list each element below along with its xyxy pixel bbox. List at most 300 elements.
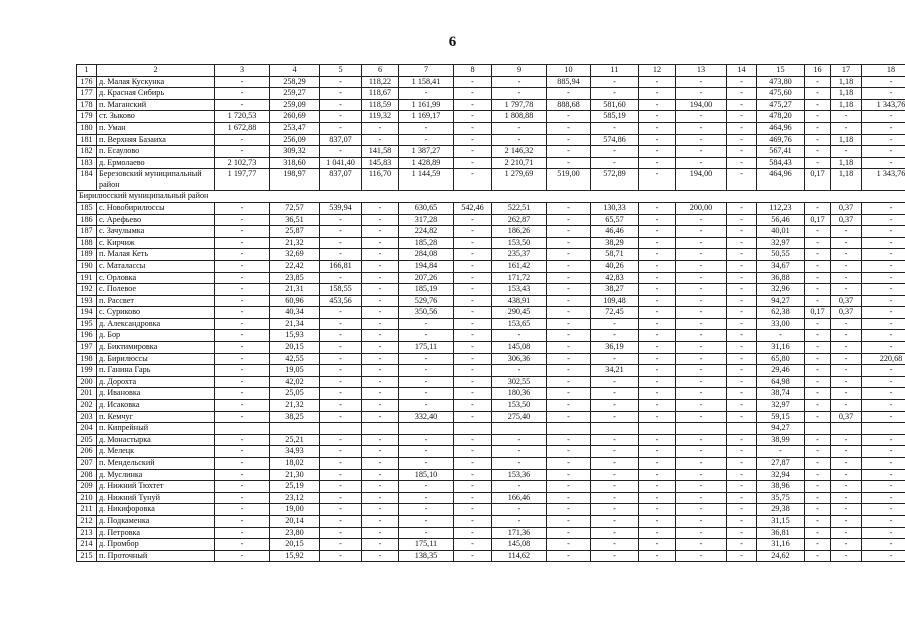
value-cell: - bbox=[639, 249, 676, 261]
value-cell: - bbox=[639, 214, 676, 226]
value-cell: - bbox=[362, 515, 399, 527]
table-row bbox=[77, 527, 905, 539]
value-cell: - bbox=[320, 318, 362, 330]
value-cell: - bbox=[831, 237, 862, 249]
value-cell: - bbox=[320, 76, 362, 88]
value-cell: - bbox=[862, 388, 905, 400]
value-cell: - bbox=[399, 481, 454, 493]
value-cell: 153,65 bbox=[492, 318, 547, 330]
value-cell: 317,28 bbox=[399, 214, 454, 226]
value-cell bbox=[215, 423, 270, 435]
value-cell: - bbox=[492, 515, 547, 527]
value-cell: - bbox=[547, 504, 591, 516]
value-cell: 46,46 bbox=[591, 226, 639, 238]
value-cell: 473,80 bbox=[757, 76, 805, 88]
value-cell: - bbox=[399, 434, 454, 446]
row-number: 189 bbox=[77, 249, 97, 261]
value-cell: - bbox=[547, 376, 591, 388]
value-cell: 185,19 bbox=[399, 284, 454, 296]
value-cell: - bbox=[591, 353, 639, 365]
value-cell: - bbox=[862, 237, 905, 249]
value-cell: 72,57 bbox=[270, 202, 320, 214]
value-cell: 20,14 bbox=[270, 515, 320, 527]
value-cell: - bbox=[727, 307, 757, 319]
row-number: 192 bbox=[77, 284, 97, 296]
value-cell: 2 146,32 bbox=[492, 146, 547, 158]
value-cell: 180,36 bbox=[492, 388, 547, 400]
value-cell: - bbox=[591, 88, 639, 100]
value-cell: 438,91 bbox=[492, 295, 547, 307]
value-cell: - bbox=[727, 550, 757, 562]
value-cell: - bbox=[362, 481, 399, 493]
value-cell: 40,26 bbox=[591, 260, 639, 272]
value-cell: 27,87 bbox=[757, 458, 805, 470]
value-cell: - bbox=[639, 318, 676, 330]
table-row bbox=[77, 249, 905, 261]
value-cell: - bbox=[831, 469, 862, 481]
row-number: 199 bbox=[77, 365, 97, 377]
value-cell: - bbox=[727, 400, 757, 412]
value-cell: - bbox=[320, 226, 362, 238]
table-row bbox=[77, 307, 905, 319]
settlement-name: п. Кипрейный bbox=[97, 423, 215, 435]
table-row bbox=[77, 88, 905, 100]
value-cell: - bbox=[727, 111, 757, 123]
value-cell: - bbox=[831, 539, 862, 551]
value-cell: - bbox=[862, 76, 905, 88]
value-cell: - bbox=[676, 458, 727, 470]
value-cell bbox=[399, 423, 454, 435]
value-cell: - bbox=[454, 527, 492, 539]
value-cell: 207,26 bbox=[399, 272, 454, 284]
value-cell: - bbox=[591, 388, 639, 400]
value-cell: - bbox=[362, 411, 399, 423]
value-cell: - bbox=[805, 353, 831, 365]
row-number: 185 bbox=[77, 202, 97, 214]
column-header: 16 bbox=[805, 65, 831, 77]
value-cell: - bbox=[727, 434, 757, 446]
settlement-name: п. Проточный bbox=[97, 550, 215, 562]
row-number: 177 bbox=[77, 88, 97, 100]
value-cell: - bbox=[862, 272, 905, 284]
value-cell: - bbox=[639, 515, 676, 527]
value-cell: - bbox=[831, 434, 862, 446]
value-cell: - bbox=[676, 481, 727, 493]
value-cell: - bbox=[547, 446, 591, 458]
value-cell: - bbox=[492, 122, 547, 134]
value-cell: - bbox=[362, 458, 399, 470]
value-cell: - bbox=[862, 515, 905, 527]
value-cell: - bbox=[591, 146, 639, 158]
value-cell: 29,46 bbox=[757, 365, 805, 377]
value-cell: - bbox=[454, 272, 492, 284]
value-cell: 0,17 bbox=[805, 214, 831, 226]
value-cell: - bbox=[454, 342, 492, 354]
value-cell: - bbox=[399, 400, 454, 412]
value-cell: - bbox=[547, 226, 591, 238]
value-cell: - bbox=[362, 376, 399, 388]
value-cell: - bbox=[862, 202, 905, 214]
value-cell: - bbox=[805, 400, 831, 412]
page-number: 6 bbox=[448, 34, 457, 50]
value-cell: - bbox=[639, 111, 676, 123]
value-cell: 464,96 bbox=[757, 169, 805, 191]
value-cell: - bbox=[492, 458, 547, 470]
value-cell: - bbox=[727, 295, 757, 307]
value-cell: - bbox=[727, 76, 757, 88]
settlement-name: д. Промбор bbox=[97, 539, 215, 551]
settlement-name: д. Подкаменка bbox=[97, 515, 215, 527]
value-cell: - bbox=[862, 157, 905, 169]
value-cell: - bbox=[639, 353, 676, 365]
row-number: 207 bbox=[77, 458, 97, 470]
value-cell: 33,00 bbox=[757, 318, 805, 330]
value-cell: - bbox=[454, 458, 492, 470]
value-cell bbox=[547, 423, 591, 435]
value-cell: - bbox=[676, 318, 727, 330]
value-cell: 1 808,88 bbox=[492, 111, 547, 123]
value-cell: - bbox=[676, 515, 727, 527]
value-cell: - bbox=[727, 237, 757, 249]
value-cell: 332,40 bbox=[399, 411, 454, 423]
value-cell: - bbox=[492, 365, 547, 377]
value-cell: - bbox=[727, 504, 757, 516]
column-header: 17 bbox=[831, 65, 862, 77]
value-cell: - bbox=[805, 411, 831, 423]
value-cell: - bbox=[454, 504, 492, 516]
table-row bbox=[77, 146, 905, 158]
value-cell: - bbox=[215, 272, 270, 284]
value-cell: - bbox=[805, 122, 831, 134]
value-cell: 253,47 bbox=[270, 122, 320, 134]
value-cell: - bbox=[639, 146, 676, 158]
value-cell bbox=[805, 423, 831, 435]
value-cell: 581,60 bbox=[591, 99, 639, 111]
value-cell: - bbox=[320, 458, 362, 470]
value-cell: - bbox=[320, 539, 362, 551]
value-cell: 175,11 bbox=[399, 342, 454, 354]
value-cell: - bbox=[454, 353, 492, 365]
column-header: 3 bbox=[215, 65, 270, 77]
value-cell: 40,01 bbox=[757, 226, 805, 238]
value-cell: 1 387,27 bbox=[399, 146, 454, 158]
value-cell: - bbox=[547, 260, 591, 272]
settlement-name: д. Александровка bbox=[97, 318, 215, 330]
value-cell: - bbox=[362, 134, 399, 146]
row-number: 205 bbox=[77, 434, 97, 446]
value-cell: - bbox=[215, 353, 270, 365]
table-row bbox=[77, 504, 905, 516]
value-cell: - bbox=[591, 400, 639, 412]
value-cell: 166,46 bbox=[492, 492, 547, 504]
value-cell: - bbox=[320, 481, 362, 493]
row-number: 209 bbox=[77, 481, 97, 493]
value-cell: - bbox=[862, 469, 905, 481]
value-cell: - bbox=[492, 446, 547, 458]
value-cell: - bbox=[805, 446, 831, 458]
value-cell: - bbox=[831, 249, 862, 261]
value-cell: - bbox=[862, 492, 905, 504]
settlement-name: п. Уман bbox=[97, 122, 215, 134]
value-cell: - bbox=[862, 376, 905, 388]
value-cell: - bbox=[727, 202, 757, 214]
value-cell: 34,93 bbox=[270, 446, 320, 458]
value-cell: - bbox=[362, 284, 399, 296]
value-cell: - bbox=[862, 226, 905, 238]
value-cell: - bbox=[454, 365, 492, 377]
value-cell: - bbox=[215, 411, 270, 423]
value-cell: - bbox=[399, 376, 454, 388]
value-cell: 302,55 bbox=[492, 376, 547, 388]
value-cell bbox=[591, 423, 639, 435]
value-cell: 171,36 bbox=[492, 527, 547, 539]
value-cell: 32,96 bbox=[757, 284, 805, 296]
value-cell: - bbox=[547, 550, 591, 562]
value-cell: - bbox=[805, 342, 831, 354]
row-number: 195 bbox=[77, 318, 97, 330]
settlement-name: п. Есаулово bbox=[97, 146, 215, 158]
value-cell: - bbox=[454, 400, 492, 412]
value-cell: - bbox=[862, 330, 905, 342]
value-cell: - bbox=[492, 504, 547, 516]
value-cell: 34,21 bbox=[591, 365, 639, 377]
value-cell: - bbox=[676, 469, 727, 481]
value-cell: - bbox=[454, 146, 492, 158]
value-cell: - bbox=[547, 458, 591, 470]
value-cell: - bbox=[454, 388, 492, 400]
value-cell bbox=[362, 423, 399, 435]
value-cell: - bbox=[862, 481, 905, 493]
settlement-name: с. Полевое bbox=[97, 284, 215, 296]
value-cell: 40,34 bbox=[270, 307, 320, 319]
value-cell: - bbox=[862, 260, 905, 272]
value-cell: 1 672,88 bbox=[215, 122, 270, 134]
row-number: 182 bbox=[77, 146, 97, 158]
value-cell: - bbox=[362, 353, 399, 365]
value-cell: - bbox=[639, 388, 676, 400]
value-cell: - bbox=[215, 318, 270, 330]
value-cell: - bbox=[215, 330, 270, 342]
value-cell: 36,51 bbox=[270, 214, 320, 226]
value-cell: 0,37 bbox=[831, 411, 862, 423]
value-cell: 25,87 bbox=[270, 226, 320, 238]
value-cell: - bbox=[362, 539, 399, 551]
settlement-name: д. Нижний Тунуй bbox=[97, 492, 215, 504]
table-row bbox=[77, 237, 905, 249]
settlement-name: д. Красная Сибирь bbox=[97, 88, 215, 100]
value-cell: - bbox=[831, 458, 862, 470]
settlement-name: д. Ивановка bbox=[97, 388, 215, 400]
value-cell: - bbox=[831, 550, 862, 562]
value-cell: - bbox=[215, 527, 270, 539]
value-cell: 25,05 bbox=[270, 388, 320, 400]
row-number: 197 bbox=[77, 342, 97, 354]
settlement-name: п. Рассвет bbox=[97, 295, 215, 307]
value-cell: 567,41 bbox=[757, 146, 805, 158]
value-cell: - bbox=[727, 134, 757, 146]
value-cell: - bbox=[727, 411, 757, 423]
settlement-name: д. Малая Кускунка bbox=[97, 76, 215, 88]
value-cell bbox=[831, 423, 862, 435]
value-cell: - bbox=[639, 504, 676, 516]
value-cell: 31,16 bbox=[757, 539, 805, 551]
value-cell: 145,08 bbox=[492, 342, 547, 354]
value-cell: 94,27 bbox=[757, 423, 805, 435]
value-cell: - bbox=[805, 469, 831, 481]
value-cell: - bbox=[547, 295, 591, 307]
value-cell: - bbox=[215, 504, 270, 516]
row-number: 180 bbox=[77, 122, 97, 134]
value-cell: - bbox=[805, 515, 831, 527]
value-cell: - bbox=[547, 365, 591, 377]
column-header: 2 bbox=[97, 65, 215, 77]
value-cell: 118,67 bbox=[362, 88, 399, 100]
table-row bbox=[77, 99, 905, 111]
table-row bbox=[77, 434, 905, 446]
value-cell: - bbox=[831, 515, 862, 527]
table-row bbox=[77, 76, 905, 88]
value-cell bbox=[454, 423, 492, 435]
value-cell: 572,89 bbox=[591, 169, 639, 191]
value-cell: 1 797,78 bbox=[492, 99, 547, 111]
row-number: 201 bbox=[77, 388, 97, 400]
value-cell: - bbox=[831, 400, 862, 412]
row-number: 198 bbox=[77, 353, 97, 365]
value-cell: 1,18 bbox=[831, 157, 862, 169]
value-cell: - bbox=[215, 249, 270, 261]
value-cell: - bbox=[805, 284, 831, 296]
value-cell: - bbox=[215, 515, 270, 527]
value-cell: - bbox=[454, 111, 492, 123]
column-header: 14 bbox=[727, 65, 757, 77]
value-cell: 25,19 bbox=[270, 481, 320, 493]
value-cell: - bbox=[676, 492, 727, 504]
value-cell: 260,69 bbox=[270, 111, 320, 123]
value-cell: - bbox=[639, 492, 676, 504]
table-row bbox=[77, 134, 905, 146]
value-cell: - bbox=[547, 146, 591, 158]
value-cell: 31,15 bbox=[757, 515, 805, 527]
value-cell: - bbox=[639, 458, 676, 470]
value-cell: - bbox=[727, 365, 757, 377]
value-cell: 256,09 bbox=[270, 134, 320, 146]
value-cell: - bbox=[727, 226, 757, 238]
row-number: 215 bbox=[77, 550, 97, 562]
value-cell: 464,96 bbox=[757, 122, 805, 134]
value-cell: 23,80 bbox=[270, 527, 320, 539]
value-cell: - bbox=[454, 157, 492, 169]
value-cell: - bbox=[862, 318, 905, 330]
value-cell: - bbox=[727, 169, 757, 191]
row-number: 181 bbox=[77, 134, 97, 146]
value-cell: - bbox=[862, 400, 905, 412]
table-row bbox=[77, 214, 905, 226]
value-cell: 36,88 bbox=[757, 272, 805, 284]
value-cell: - bbox=[362, 226, 399, 238]
value-cell: - bbox=[362, 550, 399, 562]
value-cell: 38,29 bbox=[591, 237, 639, 249]
value-cell: 38,25 bbox=[270, 411, 320, 423]
value-cell: - bbox=[215, 458, 270, 470]
value-cell: - bbox=[639, 157, 676, 169]
value-cell: - bbox=[492, 76, 547, 88]
value-cell: - bbox=[805, 295, 831, 307]
value-cell: 318,60 bbox=[270, 157, 320, 169]
value-cell: 59,15 bbox=[757, 411, 805, 423]
value-cell: 1,18 bbox=[831, 88, 862, 100]
value-cell: - bbox=[362, 237, 399, 249]
value-cell: - bbox=[676, 272, 727, 284]
settlement-name: д. Монастырка bbox=[97, 434, 215, 446]
value-cell: - bbox=[591, 157, 639, 169]
value-cell: - bbox=[805, 272, 831, 284]
row-number: 204 bbox=[77, 423, 97, 435]
column-header: 18 bbox=[862, 65, 905, 77]
value-cell: 1 161,99 bbox=[399, 99, 454, 111]
value-cell: - bbox=[862, 111, 905, 123]
value-cell: - bbox=[591, 504, 639, 516]
table-body bbox=[77, 65, 905, 562]
table-row bbox=[77, 446, 905, 458]
value-cell: - bbox=[362, 260, 399, 272]
row-number: 203 bbox=[77, 411, 97, 423]
value-cell: - bbox=[215, 539, 270, 551]
settlement-name: д. Муслинка bbox=[97, 469, 215, 481]
row-number: 212 bbox=[77, 515, 97, 527]
value-cell: 220,68 bbox=[862, 353, 905, 365]
table-row bbox=[77, 202, 905, 214]
value-cell: - bbox=[547, 202, 591, 214]
value-cell: - bbox=[805, 481, 831, 493]
value-cell: - bbox=[805, 237, 831, 249]
value-cell: 259,27 bbox=[270, 88, 320, 100]
value-cell: - bbox=[862, 446, 905, 458]
column-header: 5 bbox=[320, 65, 362, 77]
value-cell: - bbox=[454, 550, 492, 562]
table-row bbox=[77, 353, 905, 365]
table-row bbox=[77, 539, 905, 551]
value-cell: - bbox=[454, 307, 492, 319]
row-number: 178 bbox=[77, 99, 97, 111]
value-cell: - bbox=[831, 226, 862, 238]
value-cell: - bbox=[591, 318, 639, 330]
value-cell: - bbox=[639, 365, 676, 377]
value-cell: - bbox=[676, 550, 727, 562]
value-cell: 630,65 bbox=[399, 202, 454, 214]
row-number: 187 bbox=[77, 226, 97, 238]
value-cell: 19,00 bbox=[270, 504, 320, 516]
value-cell: - bbox=[454, 134, 492, 146]
table-row bbox=[77, 411, 905, 423]
value-cell: - bbox=[320, 492, 362, 504]
value-cell: - bbox=[639, 226, 676, 238]
value-cell: 32,97 bbox=[757, 237, 805, 249]
value-cell: - bbox=[547, 272, 591, 284]
value-cell: - bbox=[639, 272, 676, 284]
value-cell: - bbox=[215, 469, 270, 481]
value-cell: - bbox=[454, 330, 492, 342]
value-cell: - bbox=[639, 446, 676, 458]
value-cell: - bbox=[362, 318, 399, 330]
value-cell: 31,16 bbox=[757, 342, 805, 354]
table-row bbox=[77, 330, 905, 342]
value-cell: - bbox=[676, 295, 727, 307]
value-cell: 153,36 bbox=[492, 469, 547, 481]
value-cell: - bbox=[639, 122, 676, 134]
value-cell: - bbox=[676, 365, 727, 377]
value-cell: - bbox=[805, 504, 831, 516]
value-cell: - bbox=[831, 260, 862, 272]
